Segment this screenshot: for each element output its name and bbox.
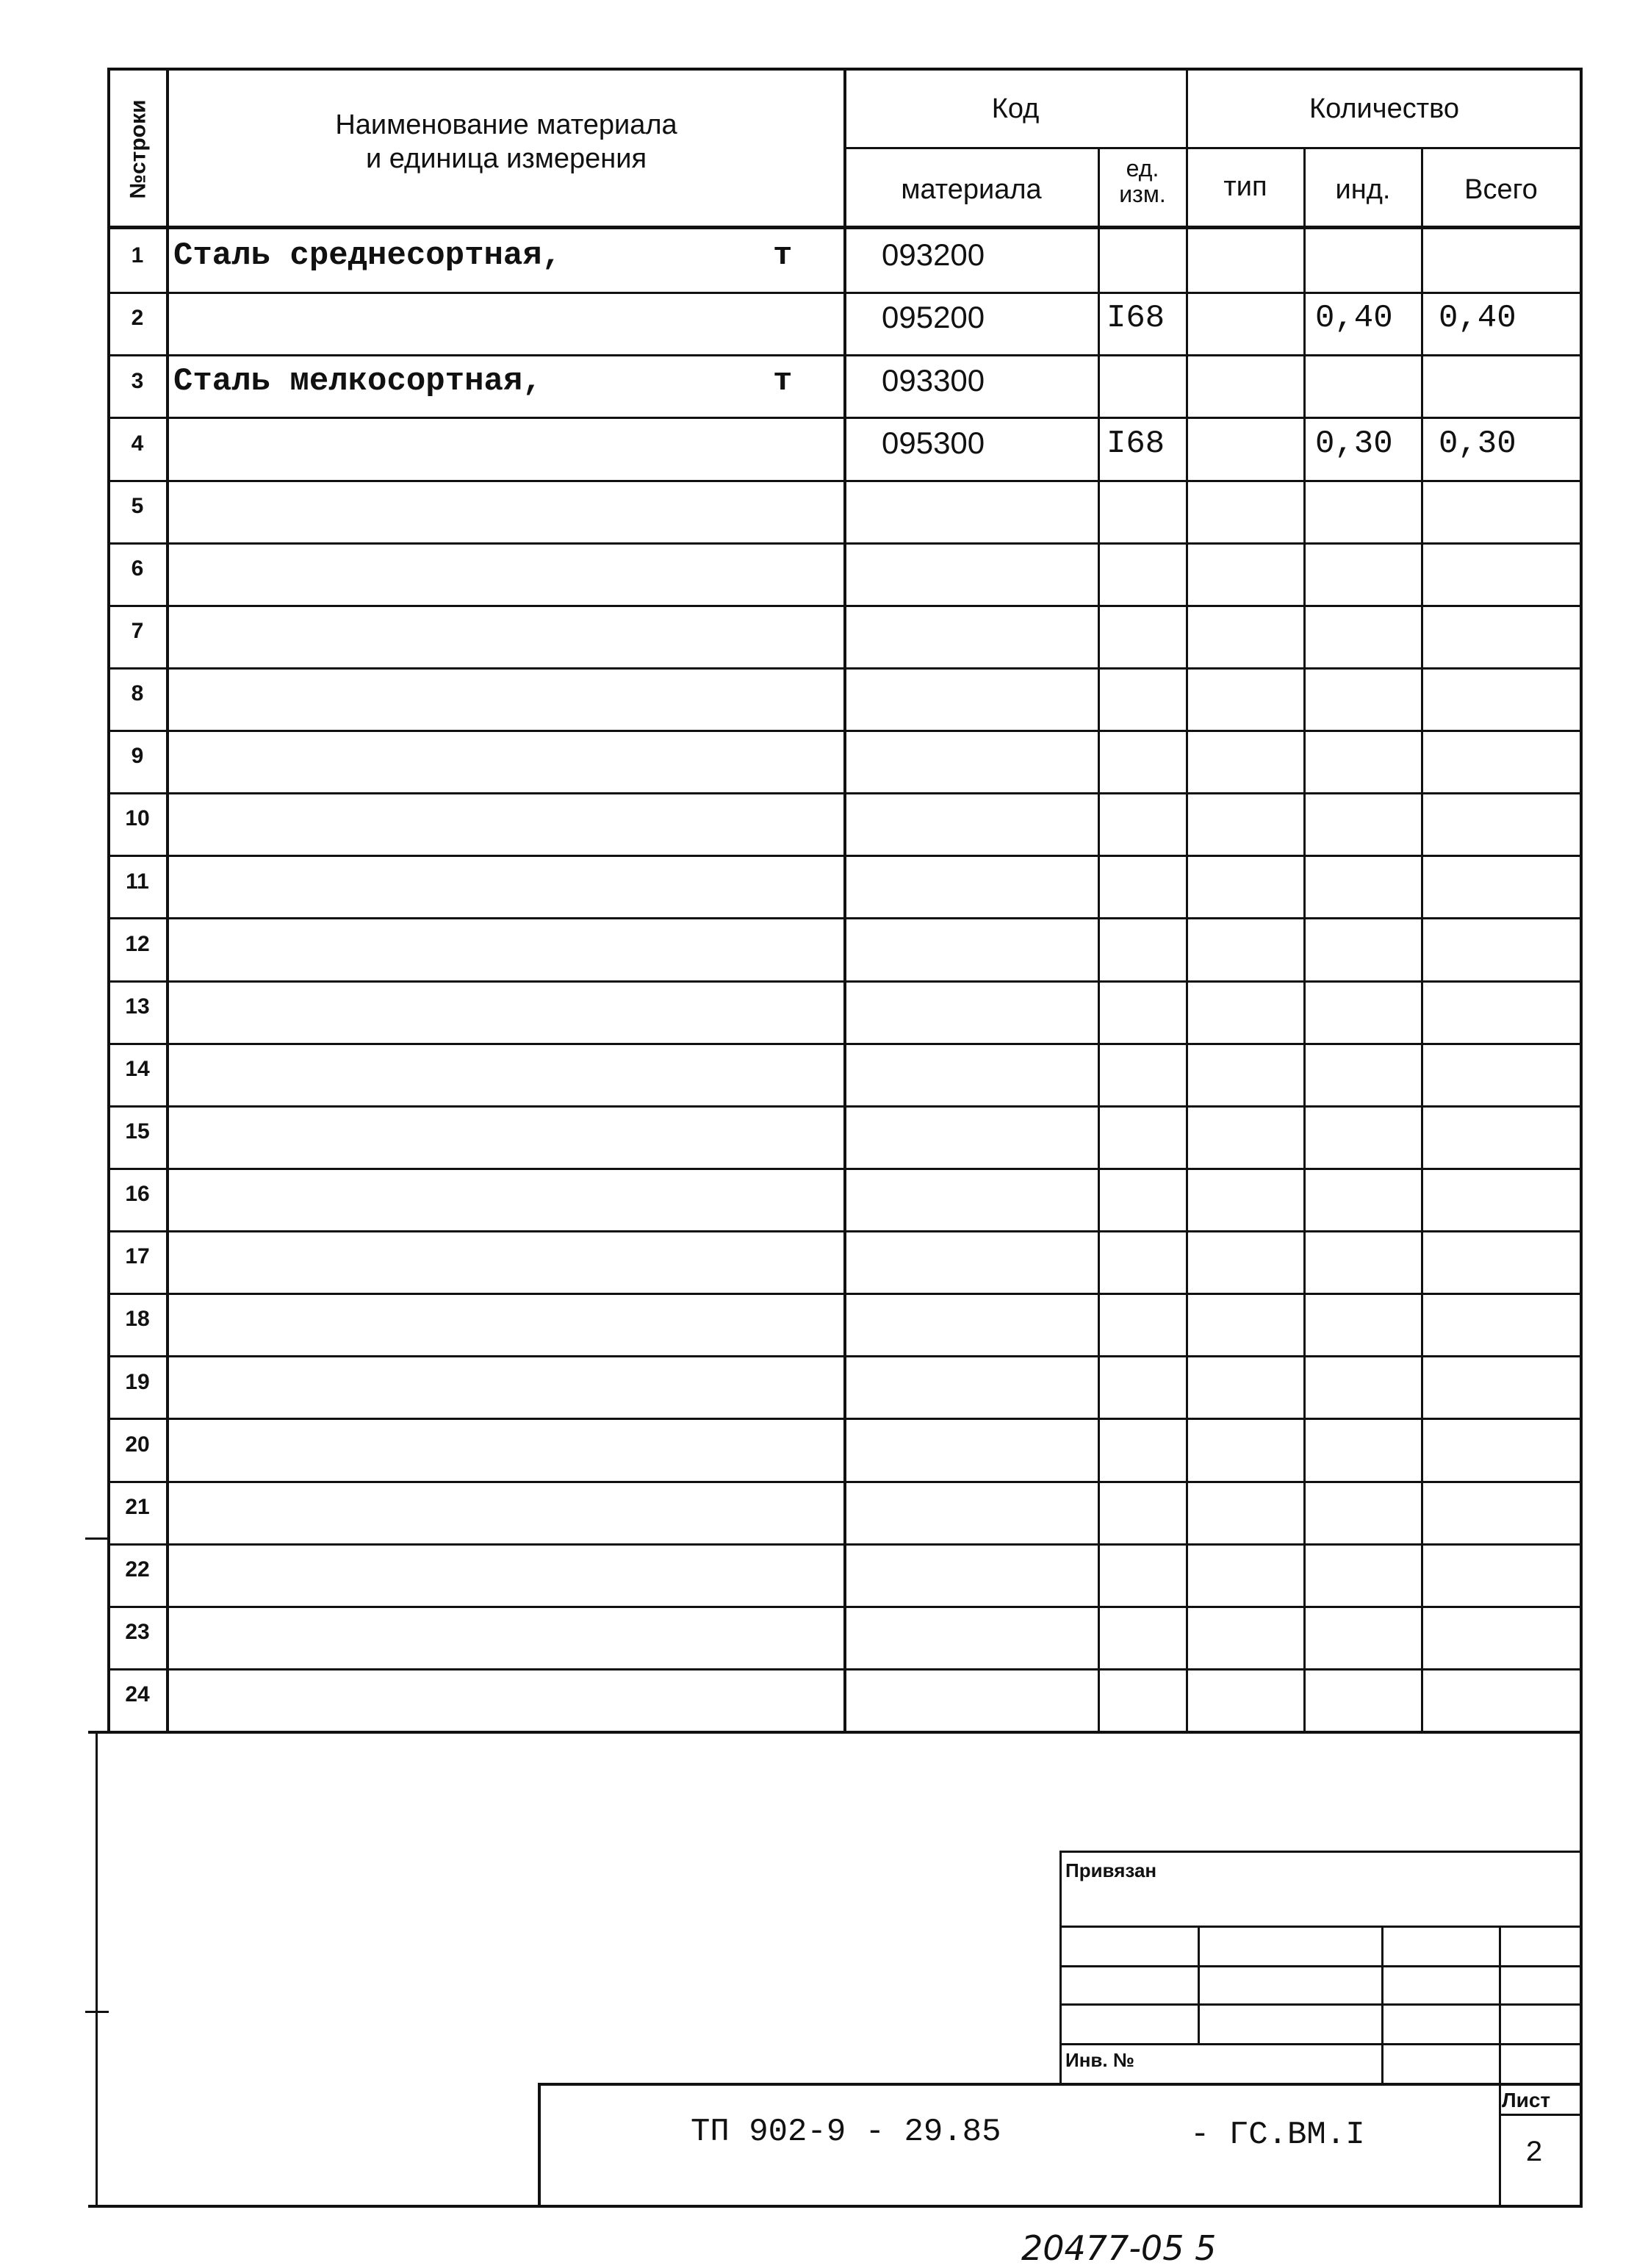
- row-number: 4: [131, 431, 144, 456]
- ind-qty: 0,40: [1315, 300, 1393, 337]
- sheet-box-line: [1499, 2114, 1581, 2116]
- material-name: Сталь мелкосортная,: [173, 363, 542, 400]
- row-number: 13: [125, 994, 150, 1019]
- row-number: 1: [131, 243, 144, 268]
- row-separator: [109, 292, 1581, 294]
- row-number: 8: [131, 681, 144, 706]
- unit-mark: т: [773, 363, 793, 400]
- row-number: 11: [126, 869, 149, 894]
- row-number: 10: [125, 806, 150, 830]
- row-number-header: №строки: [126, 99, 150, 198]
- row-separator: [109, 1606, 1581, 1608]
- document-suffix: - ГС.ВМ.I: [1190, 2117, 1365, 2153]
- quantity-header: Количество: [1309, 93, 1460, 124]
- unit-code: I68: [1107, 300, 1165, 337]
- material-code: 095300: [882, 426, 985, 460]
- row-number: 20: [125, 1432, 150, 1457]
- material-code-header: материала: [901, 174, 1042, 205]
- ind-qty: 0,30: [1315, 426, 1393, 462]
- material-name-header: Наименование материала и единица измерения: [335, 110, 677, 174]
- row-number: 12: [125, 932, 150, 956]
- row-separator: [109, 792, 1581, 794]
- stamp-top-line: [1061, 1851, 1581, 1853]
- title-block-left: [538, 2083, 541, 2206]
- row-number: 24: [125, 1682, 150, 1707]
- title-block-top: [539, 2083, 1581, 2086]
- row-separator: [109, 1230, 1581, 1232]
- unit-divider: [1098, 147, 1100, 1734]
- page-bottom-line: [88, 2205, 1583, 2208]
- row-separator: [109, 855, 1581, 857]
- stamp-line-3: [1061, 2003, 1581, 2006]
- stamp-col-3: [1499, 1926, 1501, 2206]
- row-number: 23: [125, 1620, 150, 1644]
- row-separator: [109, 1481, 1581, 1483]
- row-number: 2: [131, 306, 144, 330]
- unit-code: I68: [1107, 426, 1165, 462]
- row-number: 19: [125, 1370, 150, 1394]
- row-number: 9: [131, 744, 144, 768]
- row-number: 5: [131, 494, 144, 518]
- sheet-number: 2: [1525, 2137, 1544, 2170]
- stamp-line-1: [1061, 1926, 1581, 1928]
- row-number: 14: [125, 1057, 150, 1081]
- row-number: 21: [125, 1495, 150, 1519]
- material-name: Сталь среднесортная,: [173, 237, 562, 274]
- unit-header: ед. изм.: [1119, 155, 1166, 208]
- stamp-col-2: [1381, 1926, 1383, 2083]
- row-separator: [109, 1043, 1581, 1045]
- material-code: 093300: [882, 363, 985, 398]
- stamp-line-2: [1061, 1965, 1581, 1967]
- code-qty-divider: [1186, 68, 1188, 1734]
- row-number: 18: [125, 1307, 150, 1331]
- margin-tick: [85, 1537, 109, 1540]
- row-separator: [109, 480, 1581, 482]
- row-separator: [109, 1293, 1581, 1295]
- ind-divider: [1421, 147, 1423, 1734]
- left-page-line: [96, 1734, 98, 2206]
- row-separator: [109, 980, 1581, 983]
- total-qty: 0,40: [1439, 300, 1516, 337]
- name-divider: [843, 68, 846, 1734]
- material-code: 093200: [882, 237, 985, 272]
- row-separator: [109, 417, 1581, 419]
- row-separator: [109, 1168, 1581, 1170]
- row-separator: [109, 917, 1581, 919]
- stamp-left-line: [1059, 1851, 1062, 2084]
- inv-no-label: Инв. №: [1065, 2049, 1134, 2071]
- row-separator: [109, 1105, 1581, 1108]
- row-number: 15: [125, 1119, 150, 1144]
- row-separator: [109, 1418, 1581, 1420]
- material-code: 095200: [882, 300, 985, 334]
- ind-header: инд.: [1335, 174, 1391, 205]
- table-bottom-border: [88, 1731, 1581, 1734]
- row-separator: [109, 354, 1581, 356]
- unit-mark: т: [773, 237, 793, 274]
- row-separator: [109, 1543, 1581, 1546]
- total-qty: 0,30: [1439, 426, 1516, 462]
- row-number: 16: [125, 1182, 150, 1206]
- row-separator: [109, 1355, 1581, 1357]
- stamp-line-4: [1061, 2043, 1581, 2045]
- row-separator: [109, 667, 1581, 670]
- row-separator: [109, 730, 1581, 732]
- handwritten-number: 20477-05 5: [1021, 2228, 1217, 2268]
- type-header: тип: [1223, 171, 1267, 202]
- stamp-col-1: [1198, 1926, 1200, 2043]
- total-header: Всего: [1464, 174, 1538, 205]
- header-mid-line: [845, 147, 1581, 149]
- row-separator: [109, 605, 1581, 607]
- code-header: Код: [991, 93, 1040, 124]
- row-number: 6: [131, 556, 144, 581]
- document-code: ТП 902-9 - 29.85: [691, 2114, 1001, 2150]
- row-number: 3: [131, 369, 144, 393]
- row-number: 22: [125, 1557, 150, 1582]
- row-separator: [109, 1668, 1581, 1671]
- sheet-label: Лист: [1502, 2089, 1551, 2111]
- type-divider: [1303, 147, 1306, 1734]
- right-border: [1580, 68, 1583, 2206]
- row-separator: [109, 542, 1581, 545]
- row-number: 7: [131, 619, 144, 643]
- row-number: 17: [125, 1244, 150, 1268]
- bound-label: Привязан: [1065, 1859, 1157, 1881]
